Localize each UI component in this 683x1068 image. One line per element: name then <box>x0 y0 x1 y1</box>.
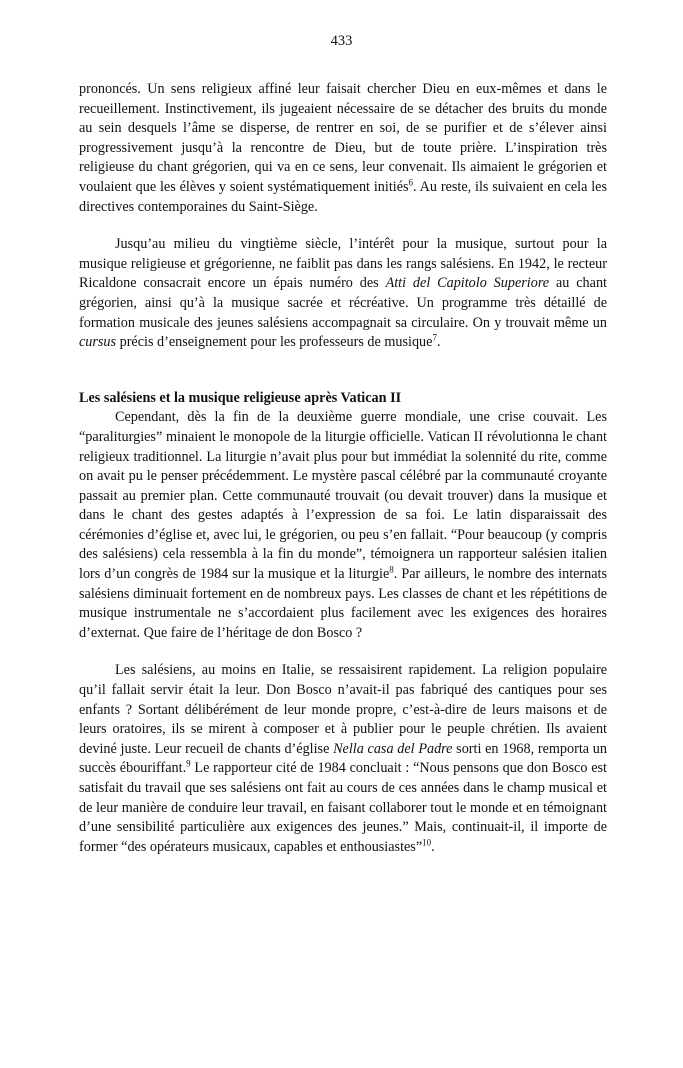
paragraph-4 <box>79 661 607 857</box>
text: . <box>436 334 441 351</box>
italic-title: Nella casa del Padre <box>333 740 453 757</box>
paragraph-3 <box>79 408 607 643</box>
text: Cependant, dès la fin de la deuxième guerre mondiale, une crise couvait. Les “paraliturgies” minaient le monopole de la liturgie officielle. Vatican II révolutionna le chant religieux traditionnel. La liturgie n’avait plus pour but immédiat la solennité du rite, comme on avait pu le penser précédemment. Le mystère pascal célébré par la communauté croyante passait au premier plan. Cette communauté trouvait (ou devait trouver) dans la musique et dans le chant des gestes adaptés à l’expression de sa foi. Le latin disparaissait des cérémonies d’église et, avec lui, le grégorien, ou peu s’en fallait. “Pour beaucoup (y compris des salésiens) cela ressembla à la fin du monde”, témoignera un rapporteur salésien italien lors d’un congrès de 1984 sur la musique et la liturgie <box>79 409 607 583</box>
footnote-ref: 7 <box>432 332 437 343</box>
text: sorti en 1968, remporta un succès ébouriffant. <box>79 740 607 777</box>
text: au chant grégorien, ainsi qu’à la musique sacrée et récréative. Un programme très détaillé de formation musicale des jeunes salésiens accompagnait sa circulaire. On y trouvait même un <box>79 275 607 331</box>
text: Le rapporteur cité de 1984 concluait : “Nous pensons que don Bosco est satisfait du travail que ses salésiens ont fait au cours de ces années dans le champ musical et de leur manière de conduire leur travail, en faisant collaborer tout le monde et en témoignant d’une sensibilité particulière aux exigences des jeunes.” Mais, continuait-il, il importe de former “des opérateurs musicaux, capables et enthousiastes” <box>79 760 607 855</box>
page-number: 433 <box>330 33 353 49</box>
italic-title: Atti del Capitolo Superiore <box>385 275 550 292</box>
text: . Au reste, ils suivaient en cela les directives contemporaines du Saint-Siège. <box>79 178 608 215</box>
footnote-ref: 9 <box>186 758 191 769</box>
text: Jusqu’au milieu du vingtième siècle, l’intérêt pour la musique, surtout pour la musique religieuse et grégorienne, ne faiblit pas dans les rangs salésiens. En 1942, le recteur Ricaldone consacrait encore un épais numéro des <box>79 236 607 292</box>
italic-term: cursus <box>79 334 117 351</box>
footnote-ref: 6 <box>408 177 414 188</box>
paragraph-2 <box>79 235 607 353</box>
text: précis d’enseignement pour les professeurs de musique <box>116 334 433 351</box>
text: . <box>431 838 435 855</box>
text: . Par ailleurs, le nombre des internats salésiens diminuait fortement en de nombreux pays. Les classes de chant et les répétitions de musique instrumentale ne s’accordaient plus facilement avec les exigences des horaires d’externat. Que faire de l’héritage de don Bosco ? <box>79 566 608 641</box>
body-text <box>79 80 607 857</box>
text: Les salésiens, au moins en Italie, se ressaisirent rapidement. La religion populaire qu’il fallait servir était la leur. Don Bosco n’avait-il pas fabriqué des cantiques pour ses enfants ? Sortant délibérément de leur monde propre, c’est-à-dire de leurs maisons et de leurs oratoires, ils se mirent à composer et à publier pour le peuple chrétien. Ils avaient deviné juste. Leur recueil de chants d’église <box>79 662 607 757</box>
footnote-ref: 10 <box>422 837 432 848</box>
footnote-ref: 8 <box>389 564 394 575</box>
text: prononcés. Un sens religieux affiné leur faisait chercher Dieu en eux-mêmes et dans le recueillement. Instinctivement, ils jugeaient nécessaire de se détacher des bruits du monde au sein desquels l’âme se disperse, de rentrer en soi, de se purifier et de s’élever ainsi progressivement jusqu’à la rencontre de Dieu, but de toute prière. L’inspiration très religieuse du chant grégorien, qui va en ce sens, leur convenait. Ils aimaient le grégorien et voulaient que les élèves y soient systématiquement initiés <box>79 81 607 195</box>
section-heading: Les salésiens et la musique religieuse après Vatican II <box>79 389 402 406</box>
paragraph-1 <box>79 80 607 217</box>
